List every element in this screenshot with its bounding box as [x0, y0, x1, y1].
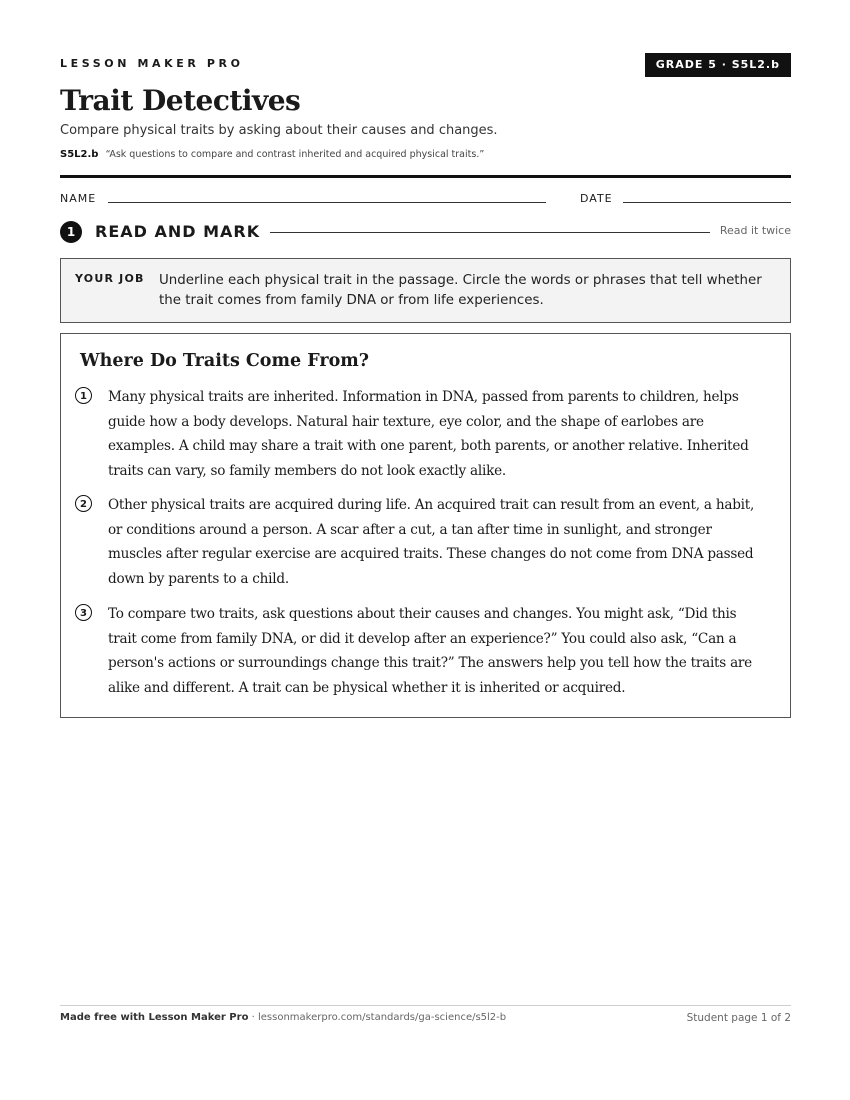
section-rule — [270, 232, 710, 233]
grade-badge: GRADE 5 · S5L2.b — [645, 53, 791, 77]
footer-divider — [60, 1005, 791, 1006]
name-label: NAME — [60, 192, 97, 205]
standard-quote: “Ask questions to compare and contrast inherited and acquired physical traits.” — [105, 149, 485, 160]
page-indicator: Student page 1 of 2 — [686, 1012, 791, 1024]
date-field[interactable] — [623, 202, 791, 203]
reading-passage — [60, 333, 791, 718]
date-label: DATE — [580, 192, 613, 205]
passage-title: Where Do Traits Come From? — [80, 351, 370, 371]
page-subtitle: Compare physical traits by asking about their causes and changes. — [60, 123, 498, 138]
worksheet-page — [60, 0, 791, 1100]
standard-line — [60, 149, 484, 160]
footer-separator: · — [248, 1012, 258, 1023]
standard-code: S5L2.b — [60, 149, 99, 160]
section-note: Read it twice — [719, 224, 791, 237]
header-divider — [60, 175, 791, 178]
page-title: Trait Detectives — [60, 84, 301, 117]
brand-name: LESSON MAKER PRO — [60, 57, 244, 70]
step-number-badge: 1 — [60, 221, 82, 243]
instructions-box — [60, 258, 791, 323]
instructions-text: Underline each physical trait in the passage. Circle the words or phrases that tell whether the trait comes from family DNA or from life experiences. — [159, 273, 762, 308]
footer-credit — [60, 1012, 506, 1023]
paragraph-number: 3 — [75, 604, 92, 621]
instructions-label: YOUR JOB — [75, 272, 145, 285]
paragraph-number: 2 — [75, 495, 92, 512]
section-header — [60, 219, 791, 243]
name-date-row — [60, 192, 791, 206]
name-field[interactable] — [108, 202, 546, 203]
footer-url: lessonmakerpro.com/standards/ga-science/s5l2-b — [257, 1012, 507, 1023]
footer-made-with: Made free with Lesson Maker Pro — [60, 1012, 249, 1023]
paragraph-text: To compare two traits, ask questions about their causes and changes. You might ask, “Did this trait come from family DNA, or did it develop after an experience?” You could also ask, “Can a person's actions or surroundings change this trait?” The answers help you tell how the traits are alike and different. A trait can be physical whether it is inherited or acquired. — [108, 606, 752, 696]
section-title: READ AND MARK — [95, 222, 261, 241]
paragraph-text: Other physical traits are acquired during life. An acquired trait can result from an event, a habit, or conditions around a person. A scar after a cut, a tan after time in sunlight, and stronger muscles after regular exercise are acquired traits. These changes do not come from DNA passed down by parents to a child. — [108, 497, 755, 587]
paragraph-text: Many physical traits are inherited. Information in DNA, passed from parents to children, helps guide how a body develops. Natural hair texture, eye color, and the shape of earlobes are examples. A child may share a trait with one parent, both parents, or another relative. Inherited traits can vary, so family members do not look exactly alike. — [108, 389, 749, 479]
paragraph-number: 1 — [75, 387, 92, 404]
